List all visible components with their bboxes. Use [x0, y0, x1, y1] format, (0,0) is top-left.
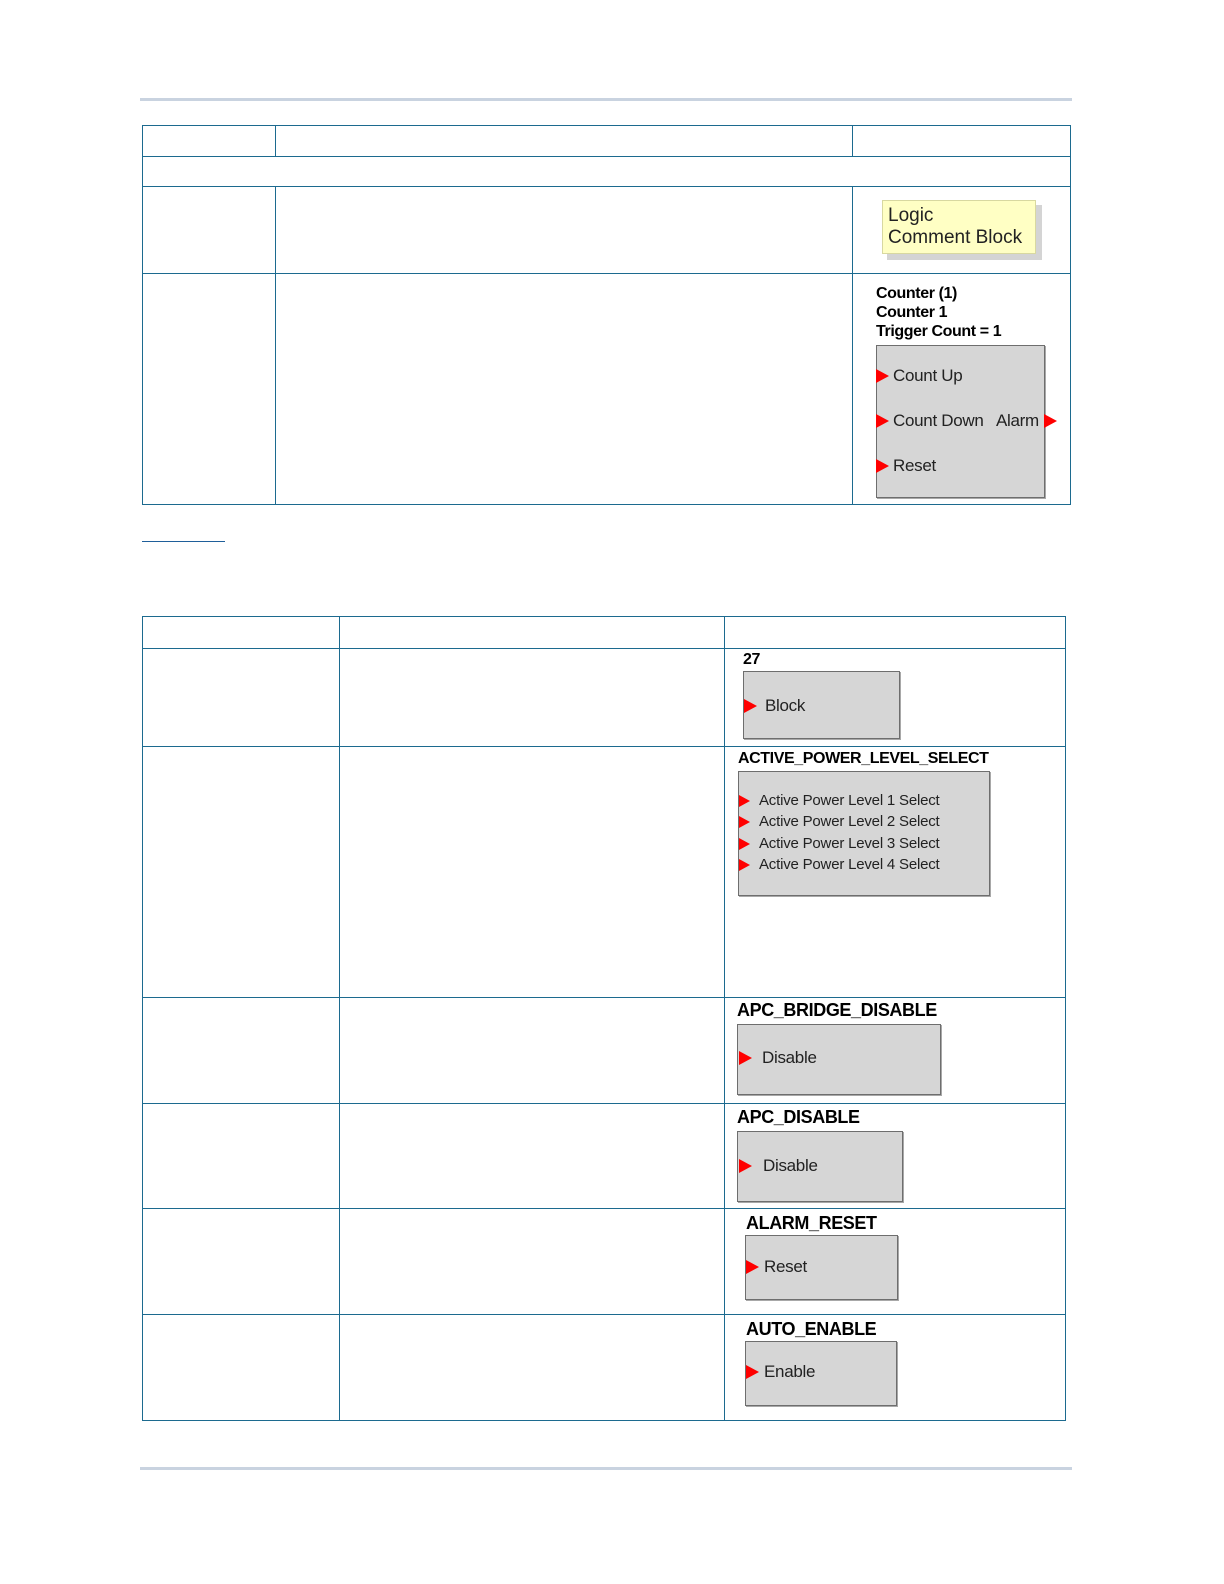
apc-bridge-disable-input-arrow-icon[interactable] [739, 1051, 752, 1065]
alarm-reset-title: ALARM_RESET [746, 1213, 877, 1233]
apl3-input-arrow-icon[interactable] [739, 838, 750, 850]
reset-input-arrow-icon[interactable] [876, 459, 889, 473]
apc-disable-block[interactable] [737, 1131, 903, 1202]
alarm-reset-input-arrow-icon[interactable] [746, 1260, 759, 1274]
counter-title-1: Counter (1) [876, 285, 957, 302]
count-down-input-arrow-icon[interactable] [876, 414, 889, 428]
active-power-level-select-title: ACTIVE_POWER_LEVEL_SELECT [738, 750, 989, 767]
auto-enable-input-arrow-icon[interactable] [746, 1365, 759, 1379]
active-power-level-select-block[interactable] [738, 771, 990, 896]
apl4-input-arrow-icon[interactable] [739, 859, 750, 871]
footer-rule [140, 1467, 1072, 1470]
alarm-reset-input-label: Reset [764, 1257, 807, 1276]
apl4-input-label: Active Power Level 4 Select [759, 856, 940, 873]
apl1-input-arrow-icon[interactable] [739, 795, 750, 807]
reset-input-label: Reset [893, 456, 936, 475]
count-down-input-label: Count Down [893, 411, 984, 430]
alarm-output-arrow-icon[interactable] [1044, 414, 1057, 428]
apl2-input-label: Active Power Level 2 Select [759, 813, 940, 830]
auto-enable-title: AUTO_ENABLE [746, 1319, 877, 1339]
block-input-arrow-icon[interactable] [744, 699, 757, 713]
count-up-input-arrow-icon[interactable] [876, 369, 889, 383]
block-input-label: Block [765, 696, 806, 715]
apl3-input-label: Active Power Level 3 Select [759, 835, 940, 852]
counter-title-3: Trigger Count = 1 [876, 323, 1002, 340]
count-up-input-label: Count Up [893, 366, 963, 385]
apc-bridge-disable-input-label: Disable [762, 1048, 817, 1067]
apc-disable-input-label: Disable [763, 1156, 818, 1175]
header-rule [140, 98, 1072, 101]
alarm-output-label: Alarm [996, 411, 1039, 430]
apc-bridge-disable-title: APC_BRIDGE_DISABLE [737, 1000, 937, 1020]
apl1-input-label: Active Power Level 1 Select [759, 792, 940, 809]
apc-disable-title: APC_DISABLE [737, 1107, 860, 1127]
auto-enable-input-label: Enable [764, 1362, 816, 1381]
table-link-underline[interactable] [142, 541, 225, 542]
comment-line-2: Comment Block [888, 227, 1023, 248]
apc-disable-input-arrow-icon[interactable] [739, 1159, 752, 1173]
counter-title-2: Counter 1 [876, 304, 948, 321]
block-27-title: 27 [743, 651, 760, 668]
comment-line-1: Logic [888, 205, 934, 226]
apl2-input-arrow-icon[interactable] [739, 816, 750, 828]
logic-comment-block[interactable] [882, 200, 1042, 260]
